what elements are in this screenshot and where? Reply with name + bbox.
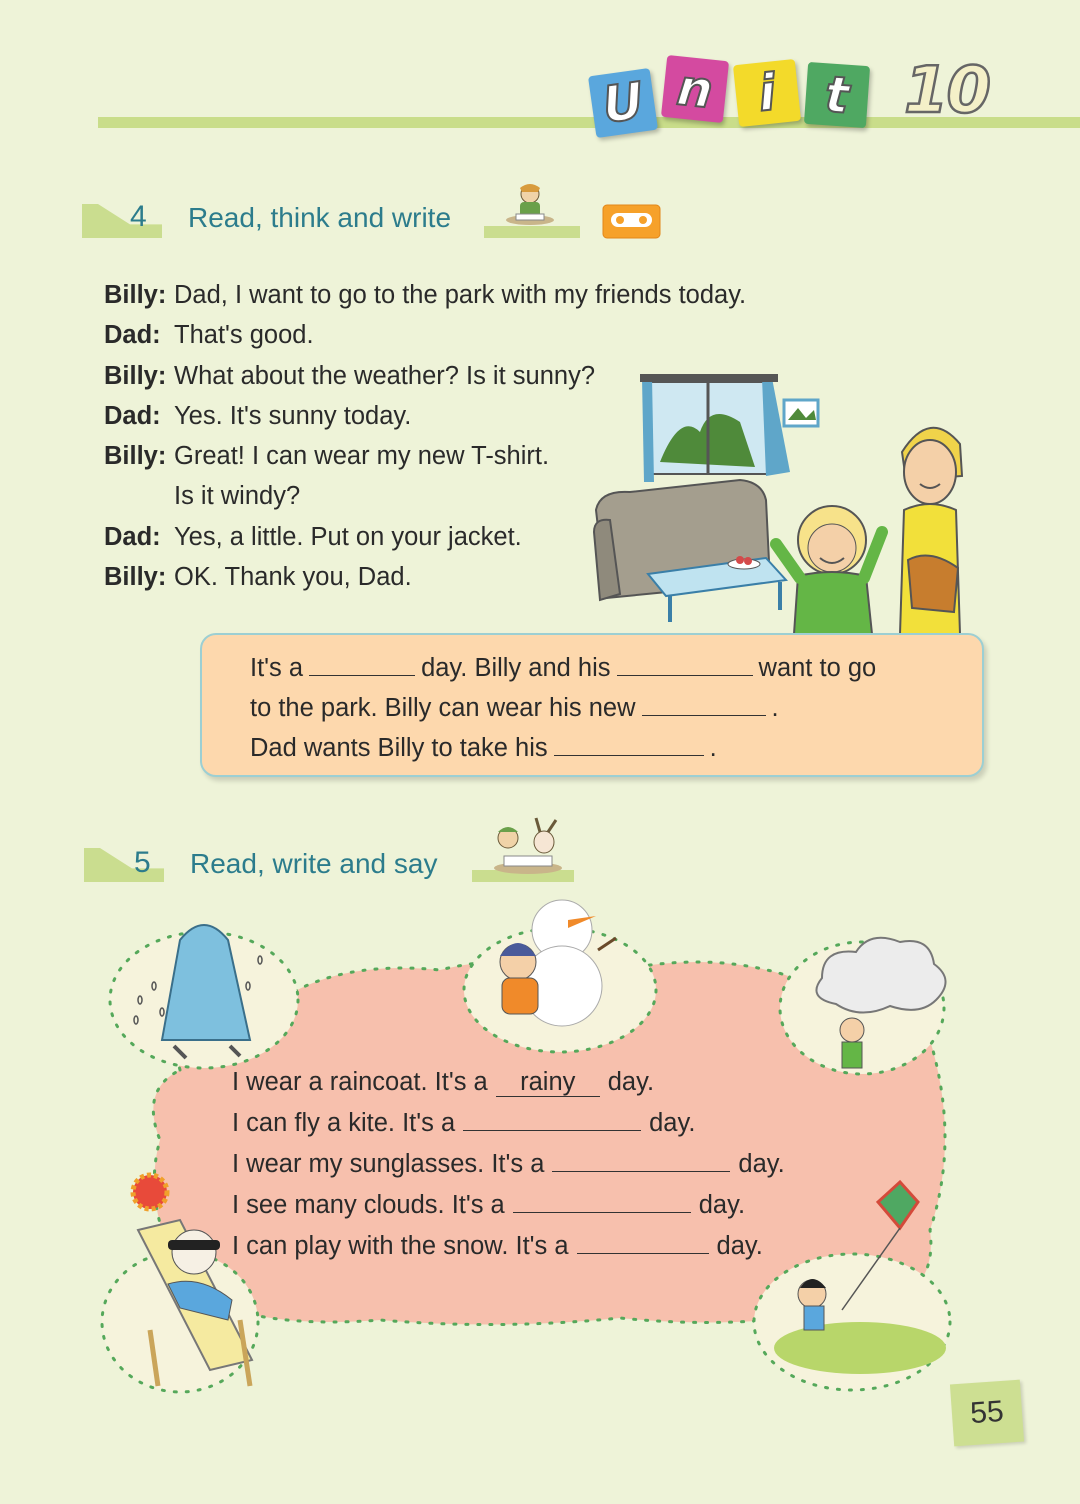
reading-child-icon [500,180,560,228]
speech: Great! I can wear my new T-shirt. [174,442,550,471]
unit-letter-tile: U [588,68,658,138]
answer-blank[interactable] [554,731,704,756]
unit-title [592,48,1032,148]
speaker: Billy: [104,281,167,309]
unit-letter-tile: t [804,62,870,128]
speaker: Billy: [104,361,167,390]
speaker: Dad: [104,401,161,430]
weather-scene [100,890,980,1404]
summary-line: It's a day. Billy and his want to go [250,651,876,683]
speaker: Billy: [104,563,167,592]
fill-sentence: I wear my sunglasses. It's a day. [232,1150,785,1178]
summary-line: to the park. Billy can wear his new . [250,691,779,723]
answer-blank[interactable] [642,691,766,716]
cassette-icon [602,204,662,240]
answer-blank[interactable] [463,1130,641,1131]
fill-sentence: I can fly a kite. It's a day. [232,1109,696,1137]
fill-sentence: I wear a raincoat. It's a rainy day. [232,1068,655,1096]
speaker: Dad: [104,321,161,350]
answer-blank[interactable]: rainy [496,1068,600,1097]
unit-number: 10 [904,54,990,128]
fill-sentence: I can play with the snow. It's a day. [232,1232,763,1260]
reading-friends-icon [486,816,570,876]
speech: OK. Thank you, Dad. [174,563,412,592]
section-number: 5 [134,846,151,879]
answer-blank[interactable] [309,651,415,676]
dialogue-line [104,275,824,315]
speaker: Billy: [104,442,167,471]
answer-blank[interactable] [617,651,753,676]
section-number: 4 [130,200,147,233]
fill-sentence: I see many clouds. It's a day. [232,1191,746,1219]
section-underbar [82,226,162,238]
speech: That's good. [174,321,314,350]
page-number: 55 [950,1380,1024,1447]
speech: Is it windy? [174,482,301,511]
section-title: Read, think and write [188,202,452,233]
unit-letter-tile: n [661,55,729,123]
answer-blank[interactable] [513,1212,691,1213]
living-room-illustration [590,372,990,634]
summary-box [200,633,984,777]
answer-blank[interactable] [577,1253,709,1254]
dialogue-line [104,315,824,355]
answer-blank[interactable] [552,1171,730,1172]
speech: What about the weather? Is it sunny? [174,361,595,390]
unit-letter-tile: i [733,59,801,127]
summary-line: Dad wants Billy to take his . [250,731,717,763]
section-underbar [84,870,164,882]
section-title: Read, write and say [190,848,438,879]
speech: Dad, I want to go to the park with my friends today. [174,281,747,309]
speech: Yes, a little. Put on your jacket. [174,522,522,551]
speaker: Dad: [104,522,161,551]
speech: Yes. It's sunny today. [174,401,412,430]
